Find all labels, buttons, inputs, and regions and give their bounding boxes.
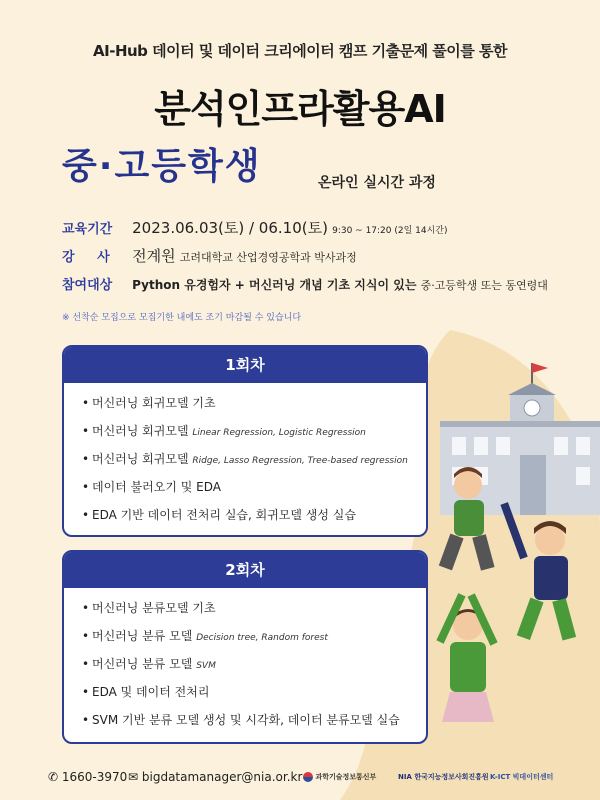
- course-type: 온라인 실시간 과정: [318, 175, 436, 191]
- contact-phone: ✆ 1660-3970: [48, 770, 128, 784]
- list-item: • 데이터 불러오기 및 EDA: [82, 480, 222, 494]
- instructor-desc: 고려대학교 산업경영공학과 박사과정: [179, 251, 357, 264]
- session-1-panel: [62, 345, 428, 537]
- target-rest: 중·고등학생 또는 동연령대: [420, 279, 548, 292]
- session-1-title: 1회차: [64, 347, 426, 383]
- msit-emblem-icon: [303, 772, 313, 782]
- period-time: 9:30 ~ 17:20 (2일 14시간): [332, 226, 448, 236]
- kict-logo: K-ICT 빅데이터센터: [490, 773, 554, 781]
- instructor-name: 전계원: [132, 247, 176, 265]
- instructor-label: 강 사: [62, 250, 110, 265]
- list-item: • SVM 기반 분류 모델 생성 및 시각화, 데이터 분류모델 실습: [82, 713, 400, 727]
- list-item: • 머신러닝 회귀모델 Linear Regression, Logistic Regression: [82, 424, 366, 438]
- main-title: 분석인프라활용AI: [154, 87, 446, 131]
- session-2-panel: [62, 550, 428, 744]
- list-item: • 머신러닝 분류 모델 Decision tree, Random forest: [82, 629, 328, 643]
- list-item: • EDA 및 데이터 전처리: [82, 685, 210, 699]
- contact-email: ✉ bigdatamanager@nia.or.kr: [128, 770, 303, 784]
- period-label: 교육기간: [62, 222, 113, 237]
- target-label: 참여대상: [62, 278, 113, 293]
- notice-text: ※ 선착순 모집으로 모집기한 내에도 조기 마감될 수 있습니다: [62, 313, 302, 323]
- info-period: [62, 217, 448, 238]
- period-value: 2023.06.03(토) / 06.10(토): [132, 219, 328, 237]
- subtitle-line: AI-Hub 데이터 및 데이터 크리에이터 캠프 기출문제 풀이를 통한: [93, 42, 507, 60]
- list-item: • 머신러닝 분류모델 기초: [82, 601, 216, 615]
- session-2-title: 2회차: [64, 552, 426, 588]
- phone-icon: ✆: [48, 770, 59, 784]
- mail-icon: ✉: [128, 770, 139, 784]
- msit-logo: 과학기술정보통신부: [303, 772, 376, 782]
- list-item: • 머신러닝 분류 모델 SVM: [82, 657, 216, 671]
- list-item: • 머신러닝 회귀모델 기초: [82, 396, 216, 410]
- target-bold: Python 유경험자 + 머신러닝 개념 기초 지식이 있는: [132, 278, 417, 292]
- target-title: 중·고등학생: [62, 146, 262, 187]
- info-target: [62, 274, 548, 293]
- list-item: • EDA 기반 데이터 전처리 실습, 회귀모델 생성 실습: [82, 508, 356, 522]
- nia-logo: NIA 한국지능정보사회진흥원: [398, 773, 489, 781]
- info-instructor: [62, 245, 357, 266]
- list-item: • 머신러닝 회귀모델 Ridge, Lasso Regression, Tree-based regression: [82, 452, 408, 466]
